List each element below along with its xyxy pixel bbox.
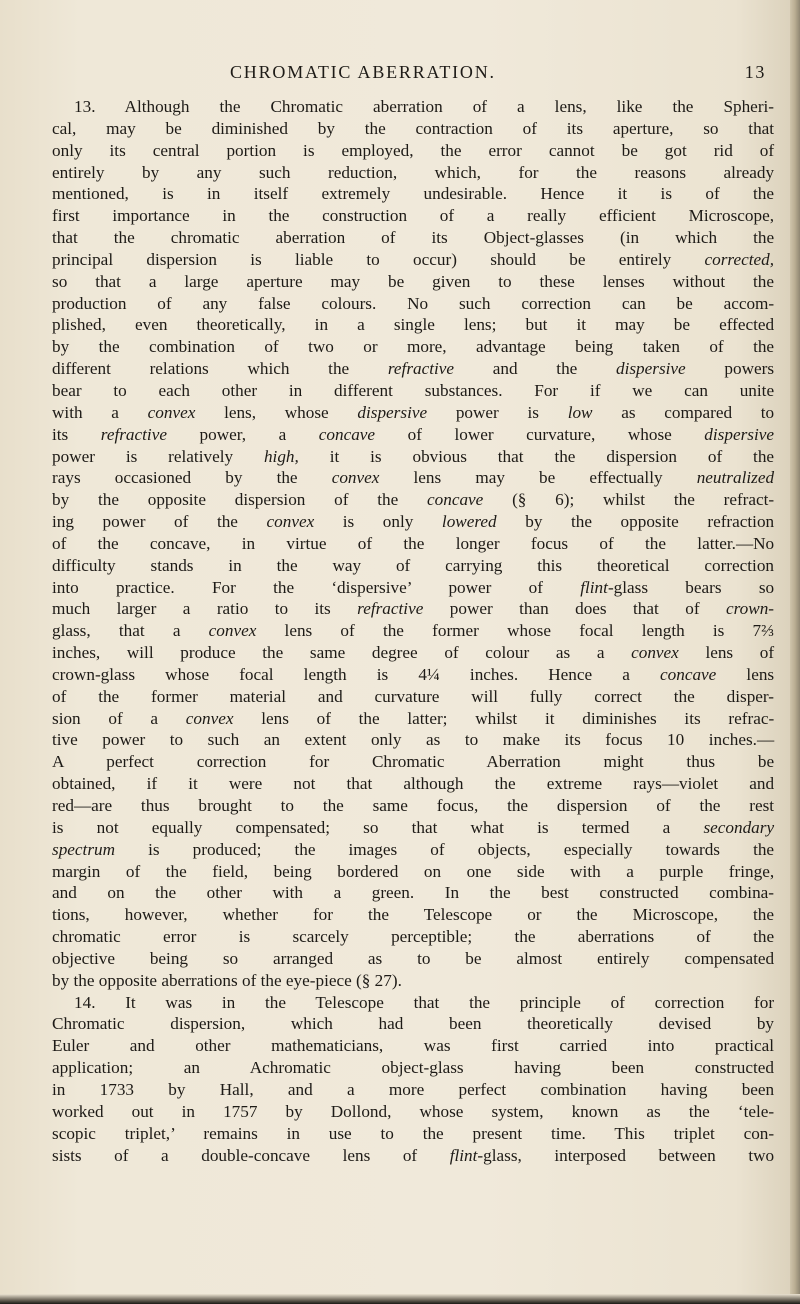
text-line: its refractive power, a concave of lower curvature, whose dispersive: [52, 424, 774, 444]
text-line: only its central portion is employed, the error cannot be got rid of: [52, 140, 775, 160]
text-line: is not equally compensated; so that what is termed a secondary: [52, 817, 775, 837]
text-line: Chromatic dispersion, which had been theoretically devised by: [52, 1014, 775, 1034]
text-line: bear to each other in different substances. For if we can unite: [52, 380, 775, 400]
text-line: sists of a double-concave lens of flint-glass, interposed between two: [52, 1145, 775, 1165]
text-line: spectrum is produced; the images of objects, especially towards the: [52, 839, 775, 859]
page-bottom-shadow: [0, 1294, 800, 1304]
text-line: by the opposite aberrations of the eye-piece (§ 27).: [52, 970, 402, 990]
text-line: power is relatively high, it is obvious that the dispersion of the: [52, 446, 775, 466]
page-number: 13: [744, 62, 766, 82]
page-edge-shadow: [790, 0, 800, 1304]
text-line: margin of the field, being bordered on one side with a purple fringe,: [52, 861, 775, 881]
text-line: 13. Although the Chromatic aberration of a lens, like the Spheri-: [74, 97, 775, 116]
text-line: much larger a ratio to its refractive power than does that of crown-: [52, 599, 775, 619]
text-line: mentioned, is in itself extremely undesirable. Hence it is of the: [52, 184, 775, 204]
text-line: production of any false colours. No such correction can be accom-: [52, 293, 775, 313]
text-line: crown-glass whose focal length is 4¼ inches. Hence a concave lens: [52, 664, 775, 684]
running-head: CHROMATIC ABERRATION.: [230, 62, 496, 82]
text-line: that the chromatic aberration of its Object-glasses (in which the: [52, 228, 775, 248]
text-line: with a convex lens, whose dispersive power is low as compared to: [52, 402, 775, 422]
text-line: obtained, if it were not that although the extreme rays—violet and: [52, 774, 775, 794]
text-line: chromatic error is scarcely perceptible; the aberrations of the: [52, 927, 775, 947]
text-line: tive power to such an extent only as to make its focus 10 inches.—: [52, 730, 775, 750]
text-line: ing power of the convex is only lowered by the opposite refraction: [52, 512, 775, 532]
text-line: of the concave, in virtue of the longer focus of the latter.—No: [52, 533, 775, 553]
text-line: by the opposite dispersion of the concave (§ 6); whilst the refract-: [52, 490, 775, 510]
text-line: red—are thus brought to the same focus, the dispersion of the rest: [52, 796, 775, 815]
text-line: entirely by any such reduction, which, for the reasons already: [52, 162, 775, 182]
body-text: [52, 96, 774, 1166]
text-line: worked out in 1757 by Dollond, whose system, known as the ‘tele-: [52, 1101, 775, 1121]
text-line: application; an Achromatic object-glass having been constructed: [52, 1058, 774, 1078]
text-line: of the former material and curvature will fully correct the disper-: [52, 686, 775, 706]
text-line: and on the other with a green. In the best constructed combina-: [52, 883, 775, 903]
text-line: rays occasioned by the convex lens may be effectually neutralized: [52, 468, 775, 488]
text-line: sion of a convex lens of the latter; whilst it diminishes its refrac-: [52, 708, 775, 728]
text-line: cal, may be diminished by the contraction of its aperture, so that: [52, 118, 775, 138]
text-line: into practice. For the ‘dispersive’ power of flint-glass bears so: [52, 577, 775, 597]
text-line: in 1733 by Hall, and a more perfect combination having been: [52, 1079, 775, 1099]
text-line: first importance in the construction of a really efficient Microscope,: [52, 206, 775, 226]
text-line: different relations which the refractive and the dispersive powers: [52, 359, 775, 379]
text-line: tions, however, whether for the Telescope or the Microscope, the: [52, 905, 775, 925]
text-line: A perfect correction for Chromatic Aberration might thus be: [52, 752, 775, 772]
text-line: Euler and other mathematicians, was first carried into practical: [52, 1036, 775, 1056]
text-line: difficulty stands in the way of carrying this theoretical correction: [52, 555, 775, 575]
text-line: objective being so arranged as to be almost entirely compensated: [52, 948, 775, 968]
page-header: [52, 62, 772, 88]
text-line: principal dispersion is liable to occur) should be entirely corrected,: [52, 249, 775, 269]
text-line: so that a large aperture may be given to these lenses without the: [52, 271, 775, 291]
text-line: plished, even theoretically, in a single lens; but it may be effected: [52, 315, 775, 335]
text-line: scopic triplet,’ remains in use to the present time. This triplet con-: [52, 1123, 775, 1143]
text-line: glass, that a convex lens of the former whose focal length is 7⅔: [52, 621, 775, 641]
text-line: inches, will produce the same degree of colour as a convex lens of: [52, 643, 775, 663]
text-line: by the combination of two or more, advantage being taken of the: [52, 337, 775, 357]
text-line: 14. It was in the Telescope that the principle of correction for: [74, 992, 775, 1012]
